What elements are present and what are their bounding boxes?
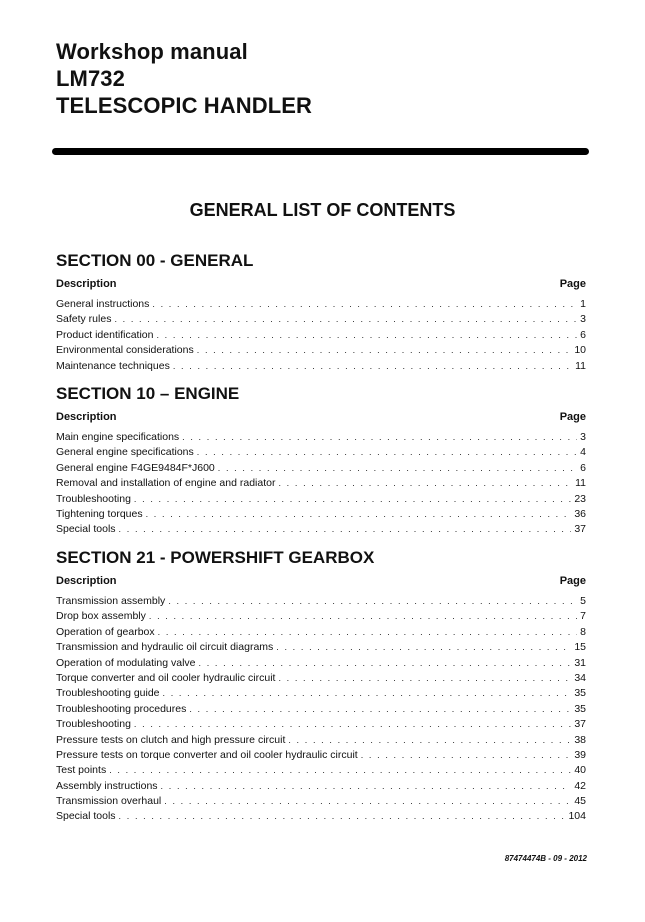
entry-page: 35	[574, 702, 586, 715]
leader-dots	[361, 748, 572, 763]
toc-entry[interactable]	[56, 625, 586, 640]
toc-entry[interactable]	[56, 809, 586, 824]
section-title: SECTION 00 - GENERAL	[56, 251, 254, 270]
leader-dots	[199, 656, 572, 671]
entry-page: 15	[574, 641, 586, 654]
entry-page: 1	[580, 298, 586, 310]
entry-page: 7	[580, 610, 586, 623]
page-header: Page	[559, 278, 586, 290]
entry-description: Main engine specifications	[56, 431, 180, 443]
leader-dots	[288, 733, 571, 748]
toc-entry[interactable]	[56, 686, 586, 701]
leader-dots	[197, 445, 577, 460]
entry-page: 34	[574, 671, 586, 684]
manual-title-block	[56, 38, 312, 119]
column-header	[56, 574, 586, 588]
entries-list	[56, 594, 586, 825]
entry-description: Troubleshooting	[56, 718, 131, 731]
entry-description: Torque converter and oil cooler hydraulic circuit	[56, 671, 276, 684]
toc-entry[interactable]	[56, 594, 586, 609]
entry-description: Operation of modulating valve	[56, 656, 196, 669]
toc-entry[interactable]	[56, 328, 586, 343]
leader-dots	[109, 763, 571, 778]
leader-dots	[218, 461, 577, 476]
toc-entry[interactable]	[56, 748, 586, 763]
section-21	[56, 547, 586, 825]
entry-page: 37	[574, 718, 586, 731]
toc-entry[interactable]	[56, 717, 586, 732]
toc-entry[interactable]	[56, 492, 586, 507]
page-header: Page	[559, 575, 586, 587]
toc-entry[interactable]	[56, 445, 586, 460]
entry-description: Environmental considerations	[56, 344, 194, 357]
model-number: LM732	[56, 66, 125, 91]
leader-dots	[134, 492, 571, 507]
toc-entry[interactable]	[56, 297, 586, 312]
leader-dots	[278, 671, 571, 686]
leader-dots	[173, 359, 572, 374]
page-header: Page	[559, 411, 586, 423]
entry-page: 10	[574, 344, 586, 357]
leader-dots	[152, 297, 577, 312]
entry-page: 38	[574, 733, 586, 746]
leader-dots	[149, 609, 577, 624]
entry-description: Special tools	[56, 523, 116, 536]
leader-dots	[161, 779, 572, 794]
toc-entry[interactable]	[56, 312, 586, 327]
header-rule	[52, 148, 589, 155]
toc-entry[interactable]	[56, 763, 586, 778]
toc-entry[interactable]	[56, 461, 586, 476]
entry-description: Special tools	[56, 810, 116, 823]
document-code: 87474474B - 09 - 2012	[504, 854, 587, 863]
entry-description: Transmission and hydraulic oil circuit diagrams	[56, 641, 274, 654]
toc-entry[interactable]	[56, 733, 586, 748]
toc-entry[interactable]	[56, 640, 586, 655]
leader-dots	[119, 522, 572, 537]
leader-dots	[158, 625, 578, 640]
toc-entry[interactable]	[56, 794, 586, 809]
leader-dots	[189, 702, 571, 717]
entry-description: Transmission overhaul	[56, 795, 162, 808]
leader-dots	[182, 430, 577, 445]
entry-description: Troubleshooting	[56, 492, 131, 505]
section-title: SECTION 10 – ENGINE	[56, 384, 240, 403]
toc-entry[interactable]	[56, 609, 586, 624]
toc-entry[interactable]	[56, 779, 586, 794]
leader-dots	[276, 640, 571, 655]
toc-entry[interactable]	[56, 702, 586, 717]
entry-page: 11	[575, 359, 586, 372]
entry-description: Assembly instructions	[56, 779, 158, 792]
leader-dots	[119, 809, 566, 824]
entry-description: Test points	[56, 764, 107, 777]
section-10	[56, 383, 586, 538]
entry-page: 42	[574, 779, 586, 792]
column-header	[56, 277, 586, 291]
entry-description: Drop box assembly	[56, 610, 146, 623]
entry-description: Tightening torques	[56, 507, 143, 520]
description-header: Description	[56, 411, 117, 423]
entry-page: 8	[580, 625, 586, 638]
toc-entry[interactable]	[56, 430, 586, 445]
leader-dots	[168, 594, 577, 609]
entries-list	[56, 430, 586, 538]
leader-dots	[146, 507, 572, 522]
entry-page: 3	[580, 313, 586, 326]
toc-entry[interactable]	[56, 507, 586, 522]
leader-dots	[134, 717, 571, 732]
entry-description: General engine specifications	[56, 446, 194, 459]
leader-dots	[156, 328, 577, 343]
entry-description: Safety rules	[56, 313, 112, 326]
entry-description: Removal and installation of engine and radiator	[56, 477, 276, 490]
entry-page: 31	[574, 656, 586, 669]
leader-dots	[114, 312, 577, 327]
contents-title: GENERAL LIST OF CONTENTS	[189, 200, 456, 220]
entry-page: 39	[574, 748, 586, 761]
entry-description: Product identification	[56, 328, 154, 341]
entry-description: Pressure tests on clutch and high pressure circuit	[56, 733, 286, 746]
entry-description: Transmission assembly	[56, 595, 166, 607]
leader-dots	[197, 343, 572, 358]
toc-entry[interactable]	[56, 476, 586, 491]
entry-page: 6	[580, 328, 586, 341]
toc-entry[interactable]	[56, 671, 586, 686]
entries-list	[56, 297, 586, 374]
entry-page: 5	[580, 595, 586, 607]
entry-description: Troubleshooting guide	[56, 687, 160, 700]
entry-page: 11	[575, 477, 586, 490]
entry-page: 35	[574, 687, 586, 700]
leader-dots	[164, 794, 571, 809]
description-header: Description	[56, 575, 117, 587]
entry-description: Pressure tests on torque converter and oil cooler hydraulic circuit	[56, 748, 358, 761]
toc-entry[interactable]	[56, 522, 586, 537]
entry-description: Maintenance techniques	[56, 359, 170, 372]
entry-page: 40	[574, 764, 586, 777]
column-header	[56, 410, 586, 424]
toc-entry[interactable]	[56, 343, 586, 358]
entry-description: General engine F4GE9484F*J600	[56, 461, 215, 474]
entry-page: 104	[568, 810, 586, 823]
section-00	[56, 250, 586, 374]
entry-page: 37	[574, 523, 586, 536]
entry-page: 4	[580, 446, 586, 459]
machine-type: TELESCOPIC HANDLER	[56, 93, 313, 118]
entry-description: Operation of gearbox	[56, 625, 155, 638]
entry-page: 23	[574, 492, 586, 505]
entry-page: 36	[574, 507, 586, 520]
entry-description: Troubleshooting procedures	[56, 702, 187, 715]
manual-title: Workshop manual	[56, 39, 248, 64]
entry-page: 6	[580, 461, 586, 474]
section-title: SECTION 21 - POWERSHIFT GEARBOX	[56, 548, 375, 567]
leader-dots	[163, 686, 572, 701]
leader-dots	[278, 476, 572, 491]
entry-page: 3	[580, 431, 586, 443]
toc-entry[interactable]	[56, 656, 586, 671]
toc-entry[interactable]	[56, 359, 586, 374]
entry-description: General instructions	[56, 298, 150, 310]
description-header: Description	[56, 278, 117, 290]
entry-page: 45	[574, 795, 586, 808]
